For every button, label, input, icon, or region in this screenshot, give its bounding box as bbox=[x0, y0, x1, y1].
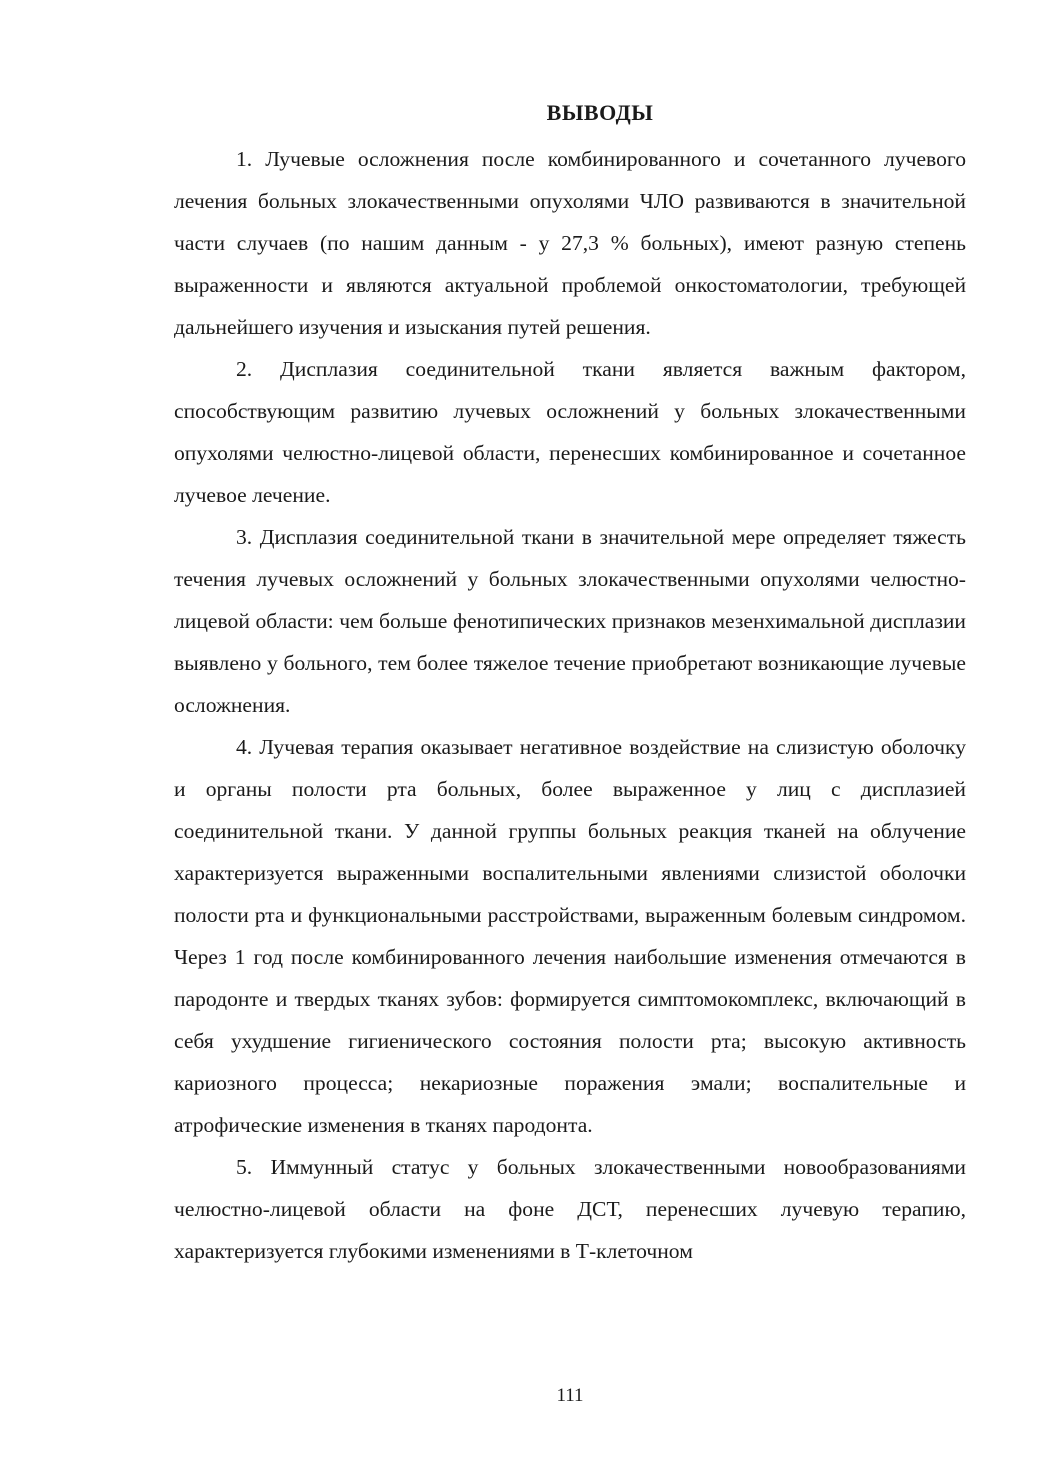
section-title: ВЫВОДЫ bbox=[546, 100, 654, 125]
conclusion-paragraph-3: 3. Дисплазия соединительной ткани в значительной мере определяет тяжесть течения лучевых осложнений у больных злокачественными опухолями челюстно-лицевой области: чем больше фенотипических признаков мезенхимальной дисплазии выявлено у больного, тем более тяжелое течение приобретают возникающие лучевые осложнения. bbox=[174, 525, 966, 717]
conclusion-paragraph-4: 4. Лучевая терапия оказывает негативное воздействие на слизистую оболочку и органы полости рта больных, более выраженное у лиц с дисплазией соединительной ткани. У данной группы больных реакция тканей на облучение характеризуется выраженными воспалительными явлениями слизистой оболочки полости рта и функциональными расстройствами, выраженным болевым синдромом. Через 1 год после комбинированного лечения наибольшие изменения отмечаются в пародонте и твердых тканях зубов: формируется симптомокомплекс, включающий в себя ухудшение гигиенического состояния полости рта; высокую активность кариозного процесса; некариозные поражения эмали; воспалительные и атрофические изменения в тканях пародонта. bbox=[174, 735, 966, 1137]
document-body bbox=[174, 138, 966, 1272]
conclusion-paragraph-5: 5. Иммунный статус у больных злокачественными новообразованиями челюстно-лицевой области на фоне ДСТ, перенесших лучевую терапию, характеризуется глубокими изменениями в Т-клеточном bbox=[174, 1155, 966, 1263]
page-number: 111 bbox=[556, 1385, 584, 1406]
conclusion-paragraph-1: 1. Лучевые осложнения после комбинированного и сочетанного лучевого лечения больных злокачественными опухолями ЧЛО развиваются в значительной части случаев (по нашим данным - у 27,3 % больных), имеют разную степень выраженности и являются актуальной проблемой онкостоматологии, требующей дальнейшего изучения и изыскания путей решения. bbox=[174, 147, 966, 339]
conclusion-paragraph-2: 2. Дисплазия соединительной ткани является важным фактором, способствующим развитию лучевых осложнений у больных злокачественными опухолями челюстно-лицевой области, перенесших комбинированное и сочетанное лучевое лечение. bbox=[174, 357, 966, 507]
